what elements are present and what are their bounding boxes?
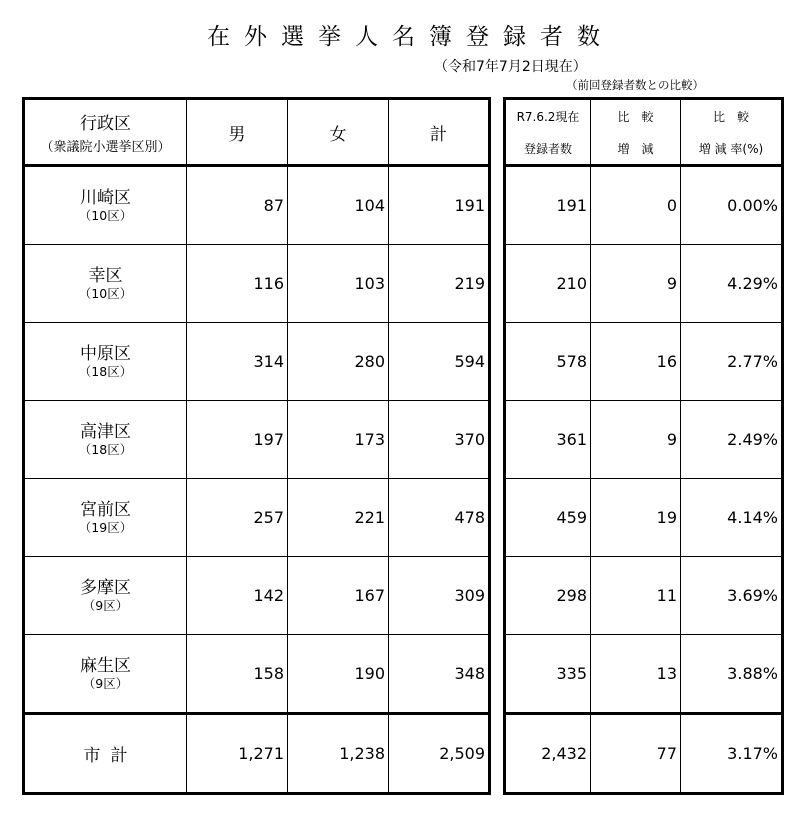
total-count: 348 (389, 635, 490, 714)
prev-count: 191 (505, 166, 591, 245)
total-count: 309 (389, 557, 490, 635)
comparison-row (505, 557, 783, 635)
female-count: 221 (288, 479, 389, 557)
ward-name: 中原区 (80, 343, 131, 364)
rate-value: 3.69% (681, 557, 783, 635)
male-header: 男 (187, 99, 288, 166)
district-label: （19区） (78, 519, 133, 535)
ward-cell (24, 635, 187, 714)
female-count: 104 (288, 166, 389, 245)
total-female: 1,238 (288, 714, 389, 794)
male-count: 158 (187, 635, 288, 714)
rate-value: 0.00% (681, 166, 783, 245)
comparison-row (505, 166, 783, 245)
ward-header: 行政区 （衆議院小選挙区別） (24, 99, 187, 166)
female-header: 女 (288, 99, 389, 166)
district-label: （10区） (78, 285, 133, 301)
table-row (24, 245, 490, 323)
ward-cell (24, 479, 187, 557)
prev-count: 210 (505, 245, 591, 323)
district-label: （18区） (78, 363, 133, 379)
diff-count: 0 (591, 166, 681, 245)
total-count: 370 (389, 401, 490, 479)
male-count: 257 (187, 479, 288, 557)
ward-cell (24, 166, 187, 245)
male-count: 87 (187, 166, 288, 245)
total-label: 市計 (24, 714, 187, 794)
female-count: 173 (288, 401, 389, 479)
total-row (24, 714, 490, 794)
male-count: 314 (187, 323, 288, 401)
prev-header: R7.6.2現在 登録者数 (505, 99, 591, 166)
table-row (24, 166, 490, 245)
table-row (24, 479, 490, 557)
female-count: 103 (288, 245, 389, 323)
comparison-note: （前回登録者数との比較） (566, 78, 704, 92)
female-count: 190 (288, 635, 389, 714)
total-diff: 77 (591, 714, 681, 794)
ward-name: 多摩区 (80, 577, 131, 598)
comparison-row (505, 245, 783, 323)
prev-count: 578 (505, 323, 591, 401)
total-total: 2,509 (389, 714, 490, 794)
comparison-row (505, 479, 783, 557)
total-prev: 2,432 (505, 714, 591, 794)
comparison-total-row (505, 714, 783, 794)
district-label: （9区） (82, 675, 129, 691)
rate-value: 3.88% (681, 635, 783, 714)
total-count: 219 (389, 245, 490, 323)
comparison-row (505, 635, 783, 714)
district-label: （10区） (78, 207, 133, 223)
diff-count: 11 (591, 557, 681, 635)
ward-name: 麻生区 (80, 655, 131, 676)
rate-value: 4.29% (681, 245, 783, 323)
table-row (24, 401, 490, 479)
ward-name: 宮前区 (80, 499, 131, 520)
total-header: 計 (389, 99, 490, 166)
comparison-row (505, 401, 783, 479)
registrants-table (22, 97, 491, 795)
diff-count: 9 (591, 401, 681, 479)
male-count: 197 (187, 401, 288, 479)
male-count: 142 (187, 557, 288, 635)
total-count: 478 (389, 479, 490, 557)
ward-cell (24, 557, 187, 635)
page-title: 在外選挙人名簿登録者数 (207, 24, 614, 50)
prev-count: 459 (505, 479, 591, 557)
prev-count: 298 (505, 557, 591, 635)
table-row (24, 635, 490, 714)
table-row (24, 323, 490, 401)
female-count: 167 (288, 557, 389, 635)
date-note: （令和7年7月2日現在） (434, 59, 587, 75)
male-count: 116 (187, 245, 288, 323)
header-row (24, 99, 490, 166)
comparison-header-row (505, 99, 783, 166)
ward-name: 高津区 (80, 421, 131, 442)
district-label: （9区） (82, 597, 129, 613)
total-male: 1,271 (187, 714, 288, 794)
ward-name: 川崎区 (80, 187, 131, 208)
diff-count: 13 (591, 635, 681, 714)
rate-value: 2.77% (681, 323, 783, 401)
prev-count: 335 (505, 635, 591, 714)
ward-cell (24, 401, 187, 479)
ward-cell (24, 245, 187, 323)
prev-count: 361 (505, 401, 591, 479)
rate-header: 比 較 増 減 率(%) (681, 99, 783, 166)
diff-count: 16 (591, 323, 681, 401)
diff-count: 19 (591, 479, 681, 557)
total-count: 191 (389, 166, 490, 245)
comparison-row (505, 323, 783, 401)
diff-header: 比 較 増 減 (591, 99, 681, 166)
table-row (24, 557, 490, 635)
total-rate: 3.17% (681, 714, 783, 794)
ward-cell (24, 323, 187, 401)
diff-count: 9 (591, 245, 681, 323)
district-label: （18区） (78, 441, 133, 457)
rate-value: 2.49% (681, 401, 783, 479)
comparison-table (503, 97, 784, 795)
female-count: 280 (288, 323, 389, 401)
ward-name: 幸区 (88, 265, 123, 286)
total-count: 594 (389, 323, 490, 401)
rate-value: 4.14% (681, 479, 783, 557)
